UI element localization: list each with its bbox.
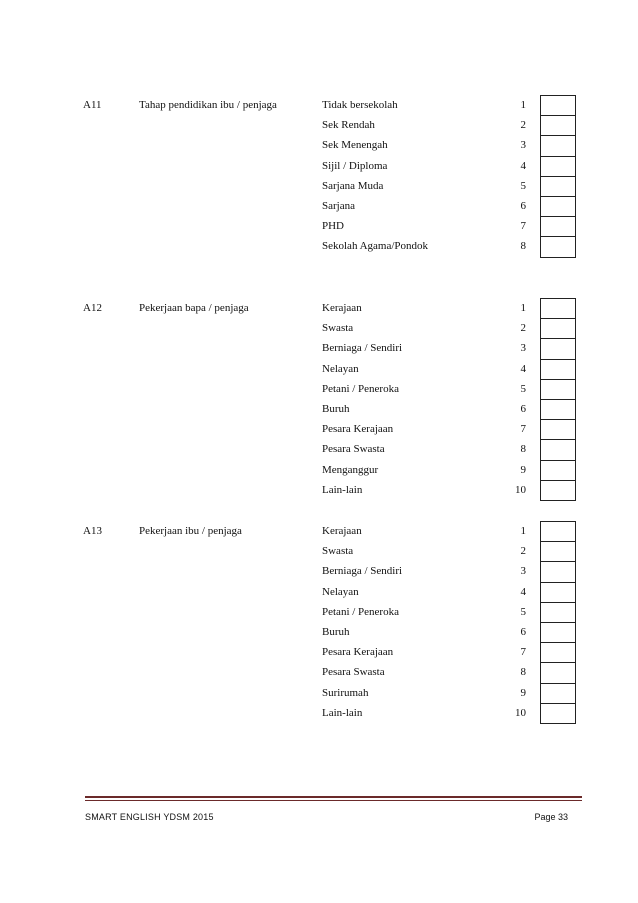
option-label: PHD	[322, 220, 345, 232]
answer-checkbox[interactable]	[540, 380, 576, 400]
answer-checkbox[interactable]	[540, 95, 576, 116]
option-label: Lain-lain	[322, 707, 363, 719]
answer-checkbox[interactable]	[540, 339, 576, 360]
option-label: Berniaga / Sendiri	[322, 565, 403, 577]
option-label: Lain-lain	[322, 484, 363, 496]
answer-checkbox[interactable]	[540, 116, 576, 136]
option-label: Swasta	[322, 322, 354, 334]
option-label: Sek Rendah	[322, 119, 375, 131]
option-code-number: 1	[520, 99, 526, 111]
option-label: Sekolah Agama/Pondok	[322, 240, 429, 252]
option-label: Pesara Swasta	[322, 666, 385, 678]
option-code-number: 9	[520, 687, 526, 699]
answer-checkbox[interactable]	[540, 542, 576, 562]
answer-checkbox[interactable]	[540, 177, 576, 197]
option-label: Pesara Swasta	[322, 443, 385, 455]
option-label: Kerajaan	[322, 525, 362, 537]
option-label: Sarjana	[322, 200, 355, 212]
question-label: Pekerjaan ibu / penjaga	[139, 525, 242, 537]
option-label: Swasta	[322, 545, 354, 557]
option-code-number: 10	[515, 707, 526, 719]
question-code: A12	[83, 302, 102, 314]
option-label: Nelayan	[322, 586, 359, 598]
question-code: A11	[83, 99, 102, 111]
option-label: Pesara Kerajaan	[322, 423, 394, 435]
page-number: Page 33	[534, 812, 568, 822]
answer-checkbox[interactable]	[540, 157, 576, 177]
answer-checkbox[interactable]	[540, 583, 576, 603]
option-code-number: 2	[520, 322, 526, 334]
option-label: Menganggur	[322, 464, 379, 476]
option-code-number: 1	[520, 525, 526, 537]
option-code-number: 7	[520, 423, 526, 435]
option-label: Sijil / Diploma	[322, 160, 388, 172]
option-label: Surirumah	[322, 687, 369, 699]
option-code-number: 4	[520, 160, 526, 172]
option-code-number: 7	[520, 646, 526, 658]
answer-checkbox[interactable]	[540, 623, 576, 643]
option-code-number: 10	[515, 484, 526, 496]
option-code-number: 8	[520, 240, 526, 252]
option-code-number: 3	[520, 139, 526, 151]
option-code-number: 7	[520, 220, 526, 232]
answer-checkbox[interactable]	[540, 521, 576, 542]
answer-checkbox[interactable]	[540, 461, 576, 481]
option-code-number: 2	[520, 545, 526, 557]
question-label: Tahap pendidikan ibu / penjaga	[139, 99, 277, 111]
option-label: Tidak bersekolah	[322, 99, 398, 111]
option-label: Buruh	[322, 626, 350, 638]
answer-checkbox[interactable]	[540, 298, 576, 319]
option-label: Berniaga / Sendiri	[322, 342, 403, 354]
answer-checkbox[interactable]	[540, 197, 576, 217]
question-code: A13	[83, 525, 102, 537]
option-code-number: 2	[520, 119, 526, 131]
option-code-number: 6	[520, 403, 526, 415]
answer-checkbox[interactable]	[540, 217, 576, 237]
option-code-number: 5	[520, 180, 526, 192]
question-label: Pekerjaan bapa / penjaga	[139, 302, 249, 314]
option-code-number: 6	[520, 200, 526, 212]
option-label: Kerajaan	[322, 302, 362, 314]
option-label: Petani / Peneroka	[322, 606, 399, 618]
option-code-number: 8	[520, 666, 526, 678]
option-label: Sarjana Muda	[322, 180, 384, 192]
option-label: Sek Menengah	[322, 139, 388, 151]
option-code-number: 3	[520, 565, 526, 577]
answer-checkbox[interactable]	[540, 481, 576, 501]
footer-rule-thin	[85, 800, 582, 801]
answer-checkbox[interactable]	[540, 360, 576, 380]
option-code-number: 5	[520, 606, 526, 618]
option-label: Buruh	[322, 403, 350, 415]
answer-checkbox[interactable]	[540, 643, 576, 663]
option-code-number: 4	[520, 586, 526, 598]
option-code-number: 8	[520, 443, 526, 455]
answer-checkbox[interactable]	[540, 136, 576, 157]
answer-checkbox[interactable]	[540, 440, 576, 461]
answer-checkbox[interactable]	[540, 704, 576, 724]
answer-checkbox[interactable]	[540, 400, 576, 420]
answer-checkbox[interactable]	[540, 562, 576, 583]
option-code-number: 4	[520, 363, 526, 375]
option-code-number: 5	[520, 383, 526, 395]
option-code-number: 9	[520, 464, 526, 476]
option-label: Pesara Kerajaan	[322, 646, 394, 658]
answer-checkbox[interactable]	[540, 684, 576, 704]
option-code-number: 1	[520, 302, 526, 314]
option-code-number: 3	[520, 342, 526, 354]
answer-checkbox[interactable]	[540, 663, 576, 684]
answer-checkbox[interactable]	[540, 420, 576, 440]
option-code-number: 6	[520, 626, 526, 638]
answer-checkbox[interactable]	[540, 319, 576, 339]
footer-title: SMART ENGLISH YDSM 2015	[85, 812, 214, 822]
option-label: Petani / Peneroka	[322, 383, 399, 395]
answer-checkbox[interactable]	[540, 603, 576, 623]
footer-rule-thick	[85, 796, 582, 798]
option-label: Nelayan	[322, 363, 359, 375]
answer-checkbox[interactable]	[540, 237, 576, 258]
